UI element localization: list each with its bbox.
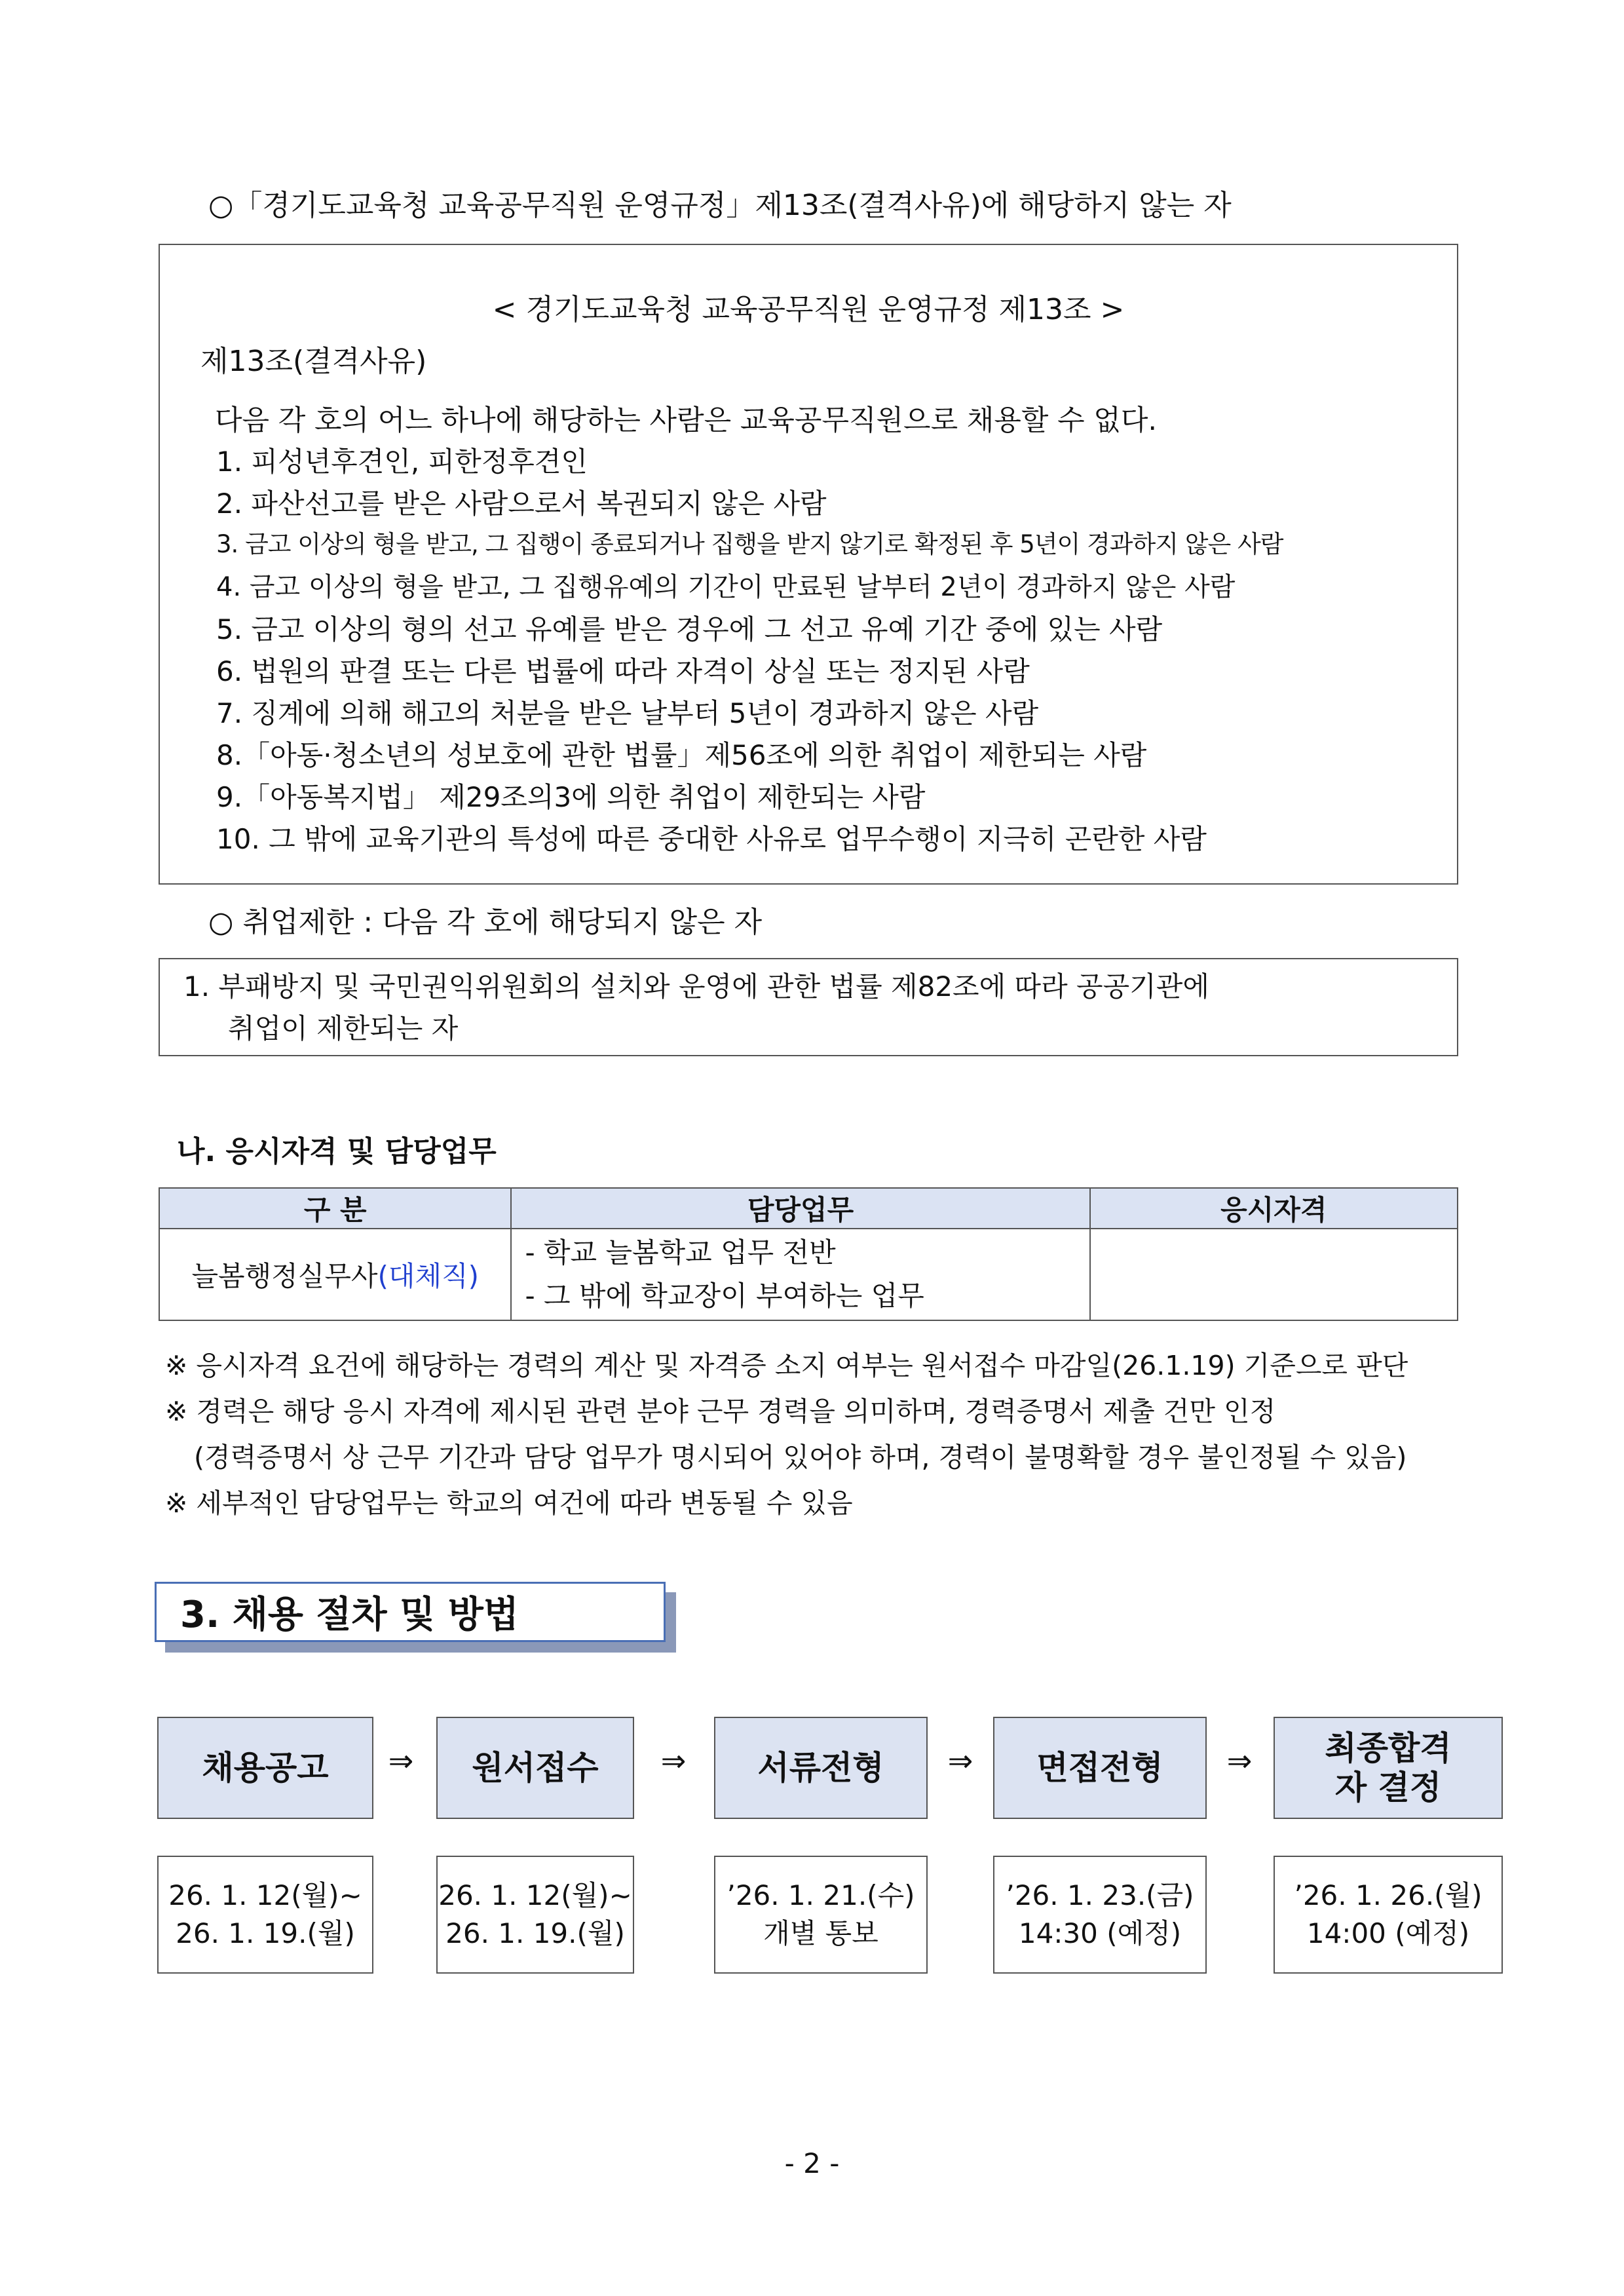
process-step-interview: 면접전형 — [993, 1717, 1207, 1819]
process-date-final-decision — [1274, 1856, 1503, 1974]
process-step-job-posting: 채용공고 — [157, 1717, 373, 1819]
date-line: 14:00 (예정) — [1306, 1917, 1470, 1949]
employment-restriction-line: 취업이 제한되는 자 — [228, 1012, 459, 1044]
employment-restriction-line: 1. 부패방지 및 국민권익위원회의 설치와 운영에 관한 법률 제82조에 따라 공공기관에 — [183, 970, 1209, 1003]
regulation-item: 4. 금고 이상의 형을 받고, 그 집행유예의 기간이 만료된 날부터 2년이 경과하지 않은 사람 — [216, 572, 1236, 602]
date-line: 14:30 (예정) — [1018, 1917, 1182, 1949]
process-date-application — [436, 1856, 634, 1974]
duties-cell — [511, 1229, 1089, 1320]
duty-item: - 학교 늘봄학교 업무 전반 — [525, 1236, 836, 1269]
process-arrow: ⇒ — [388, 1743, 414, 1778]
note: (경력증명서 상 근무 기간과 담당 업무가 명시되어 있어야 하며, 경력이 불명확할 경우 불인정될 수 있음) — [194, 1442, 1407, 1473]
process-arrow: ⇒ — [660, 1743, 687, 1778]
table-row — [159, 1229, 1458, 1320]
employment-restriction-bullet: ○ 취업제한 : 다음 각 호에 해당되지 않은 자 — [208, 906, 763, 939]
date-line: 26. 1. 12(월)~ — [438, 1879, 632, 1911]
process-arrow: ⇒ — [1226, 1743, 1253, 1778]
regulation-item: 6. 법원의 판결 또는 다른 법률에 따라 자격이 상실 또는 정지된 사람 — [216, 655, 1030, 687]
table-header: 응시자격 — [1090, 1188, 1458, 1229]
date-line: 26. 1. 12(월)~ — [168, 1879, 362, 1911]
date-line: ’26. 1. 26.(월) — [1294, 1879, 1482, 1911]
note: ※ 경력은 해당 응시 자격에 제시된 관련 분야 근무 경력을 의미하며, 경력증명서 제출 건만 인정 — [165, 1396, 1276, 1427]
category-label: 늘봄행정실무사 — [191, 1260, 378, 1292]
regulation-title: < 경기도교육청 교육공무직원 운영규정 제13조 > — [492, 293, 1125, 326]
regulation-item: 7. 징계에 의해 해고의 처분을 받은 날부터 5년이 경과하지 않은 사람 — [216, 697, 1039, 729]
date-line: 개별 통보 — [763, 1917, 878, 1949]
process-step-application: 원서접수 — [436, 1717, 634, 1819]
date-line: ’26. 1. 21.(수) — [727, 1879, 915, 1911]
regulation-item: 1. 피성년후견인, 피한정후견인 — [216, 446, 588, 478]
category-cell — [159, 1229, 511, 1320]
regulation-item: 10. 그 밖에 교육기관의 특성에 따른 중대한 사유로 업무수행이 지극히 곤란한 사람 — [216, 823, 1207, 855]
process-step-final-decision: 최종합격자 결정 — [1274, 1717, 1503, 1819]
regulation-item: 2. 파산선고를 받은 사람으로서 복권되지 않은 사람 — [216, 488, 827, 520]
regulation-intro: 다음 각 호의 어느 하나에 해당하는 사람은 교육공무직원으로 채용할 수 없다. — [215, 404, 1158, 437]
eligibility-bullet: ○「경기도교육청 교육공무직원 운영규정」제13조(결격사유)에 해당하지 않는 자 — [208, 189, 1232, 222]
regulation-item: 3. 금고 이상의 형을 받고, 그 집행이 종료되거나 집행을 받지 않기로 확정된 후 5년이 경과하지 않은 사람 — [216, 530, 1283, 558]
regulation-article: 제13조(결격사유) — [200, 345, 427, 378]
section-na-heading: 나. 응시자격 및 담당업무 — [177, 1135, 497, 1168]
regulation-item: 9.「아동복지법」 제29조의3에 의한 취업이 제한되는 사람 — [216, 781, 926, 813]
section3-heading: 3. 채용 절차 및 방법 — [155, 1582, 666, 1642]
process-step-document-screening: 서류전형 — [714, 1717, 928, 1819]
process-date-job-posting — [157, 1856, 373, 1974]
date-line: ’26. 1. 23.(금) — [1006, 1879, 1194, 1911]
date-line: 26. 1. 19.(월) — [445, 1917, 625, 1949]
qualification-cell — [1090, 1229, 1458, 1320]
date-line: 26. 1. 19.(월) — [176, 1917, 355, 1949]
duty-item: - 그 밖에 학교장이 부여하는 업무 — [525, 1280, 924, 1312]
table-header: 담당업무 — [511, 1188, 1089, 1229]
process-date-interview — [993, 1856, 1207, 1974]
table-header: 구 분 — [159, 1188, 511, 1229]
note: ※ 응시자격 요건에 해당하는 경력의 계산 및 자격증 소지 여부는 원서접수 마감일(26.1.19) 기준으로 판단 — [165, 1350, 1408, 1381]
regulation-item: 5. 금고 이상의 형의 선고 유예를 받은 경우에 그 선고 유예 기간 중에 있는 사람 — [216, 613, 1163, 645]
page-number: - 2 - — [784, 2147, 840, 2179]
process-date-document-screening — [714, 1856, 928, 1974]
note: ※ 세부적인 담당업무는 학교의 여건에 따라 변동될 수 있음 — [165, 1487, 853, 1519]
regulation-item: 8.「아동·청소년의 성보호에 관한 법률」제56조에 의한 취업이 제한되는 사람 — [216, 739, 1147, 771]
qualification-table — [159, 1187, 1458, 1321]
category-tag: (대체직) — [377, 1260, 479, 1292]
process-arrow: ⇒ — [947, 1743, 973, 1778]
